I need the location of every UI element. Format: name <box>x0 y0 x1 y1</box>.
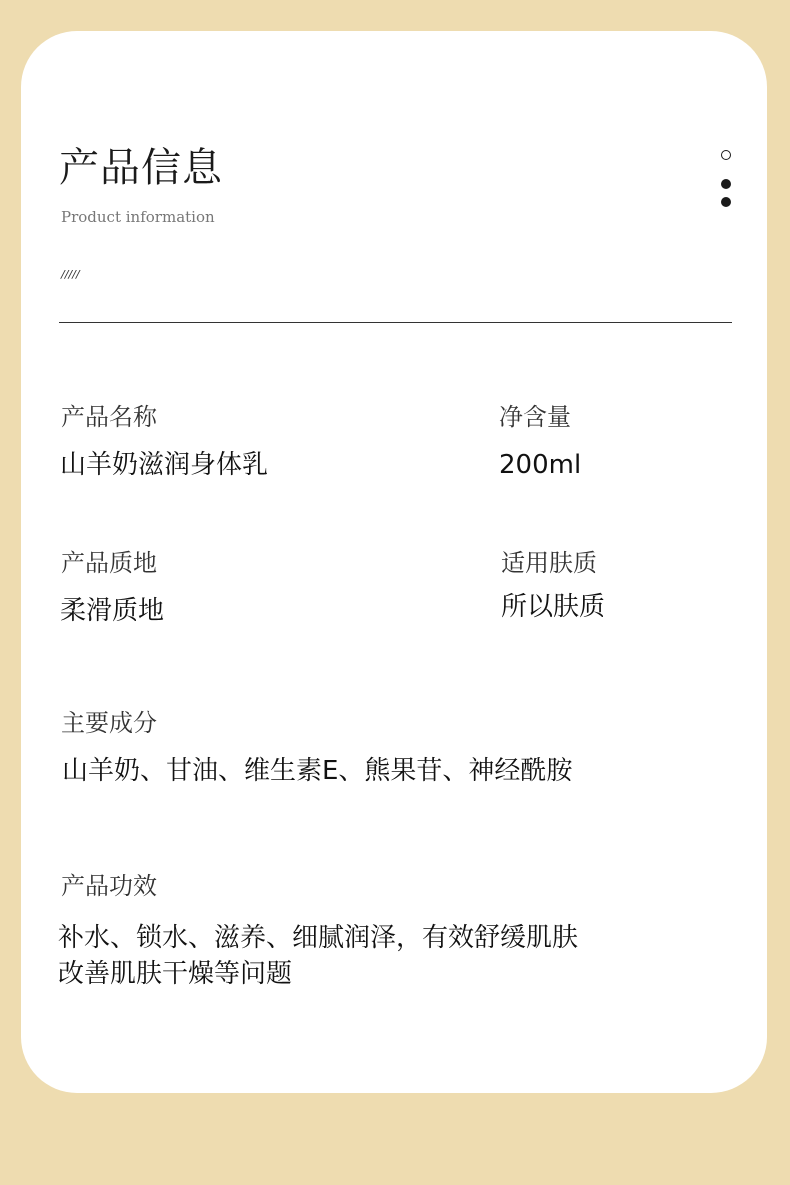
ingredients-label: 主要成分 <box>61 709 157 737</box>
texture-value: 柔滑质地 <box>60 596 165 626</box>
product-name-value: 山羊奶滋润身体乳 <box>60 450 269 480</box>
net-content-label: 净含量 <box>499 403 571 431</box>
efficacy-value <box>58 920 578 992</box>
slash-decoration: ///// <box>61 268 80 281</box>
ingredients-value: 山羊奶、甘油、维生素E、熊果苷、神经酰胺 <box>62 756 573 786</box>
texture-label: 产品质地 <box>61 549 157 577</box>
efficacy-label: 产品功效 <box>61 872 157 900</box>
divider <box>59 322 732 323</box>
hollow-dot-icon <box>721 150 731 160</box>
efficacy-line: 改善肌肤干燥等问题 <box>58 959 293 989</box>
filled-dot-icon <box>721 179 731 189</box>
filled-dot-icon <box>721 197 731 207</box>
skin-type-value: 所以肤质 <box>501 592 606 622</box>
page-subtitle: Product information <box>61 208 215 226</box>
product-name-label: 产品名称 <box>61 403 157 431</box>
net-content-value: 200ml <box>499 450 582 480</box>
page-title: 产品信息 <box>59 145 223 191</box>
skin-type-label: 适用肤质 <box>501 549 597 577</box>
efficacy-line: 补水、锁水、滋养、细腻润泽，有效舒缓肌肤 <box>58 923 579 953</box>
